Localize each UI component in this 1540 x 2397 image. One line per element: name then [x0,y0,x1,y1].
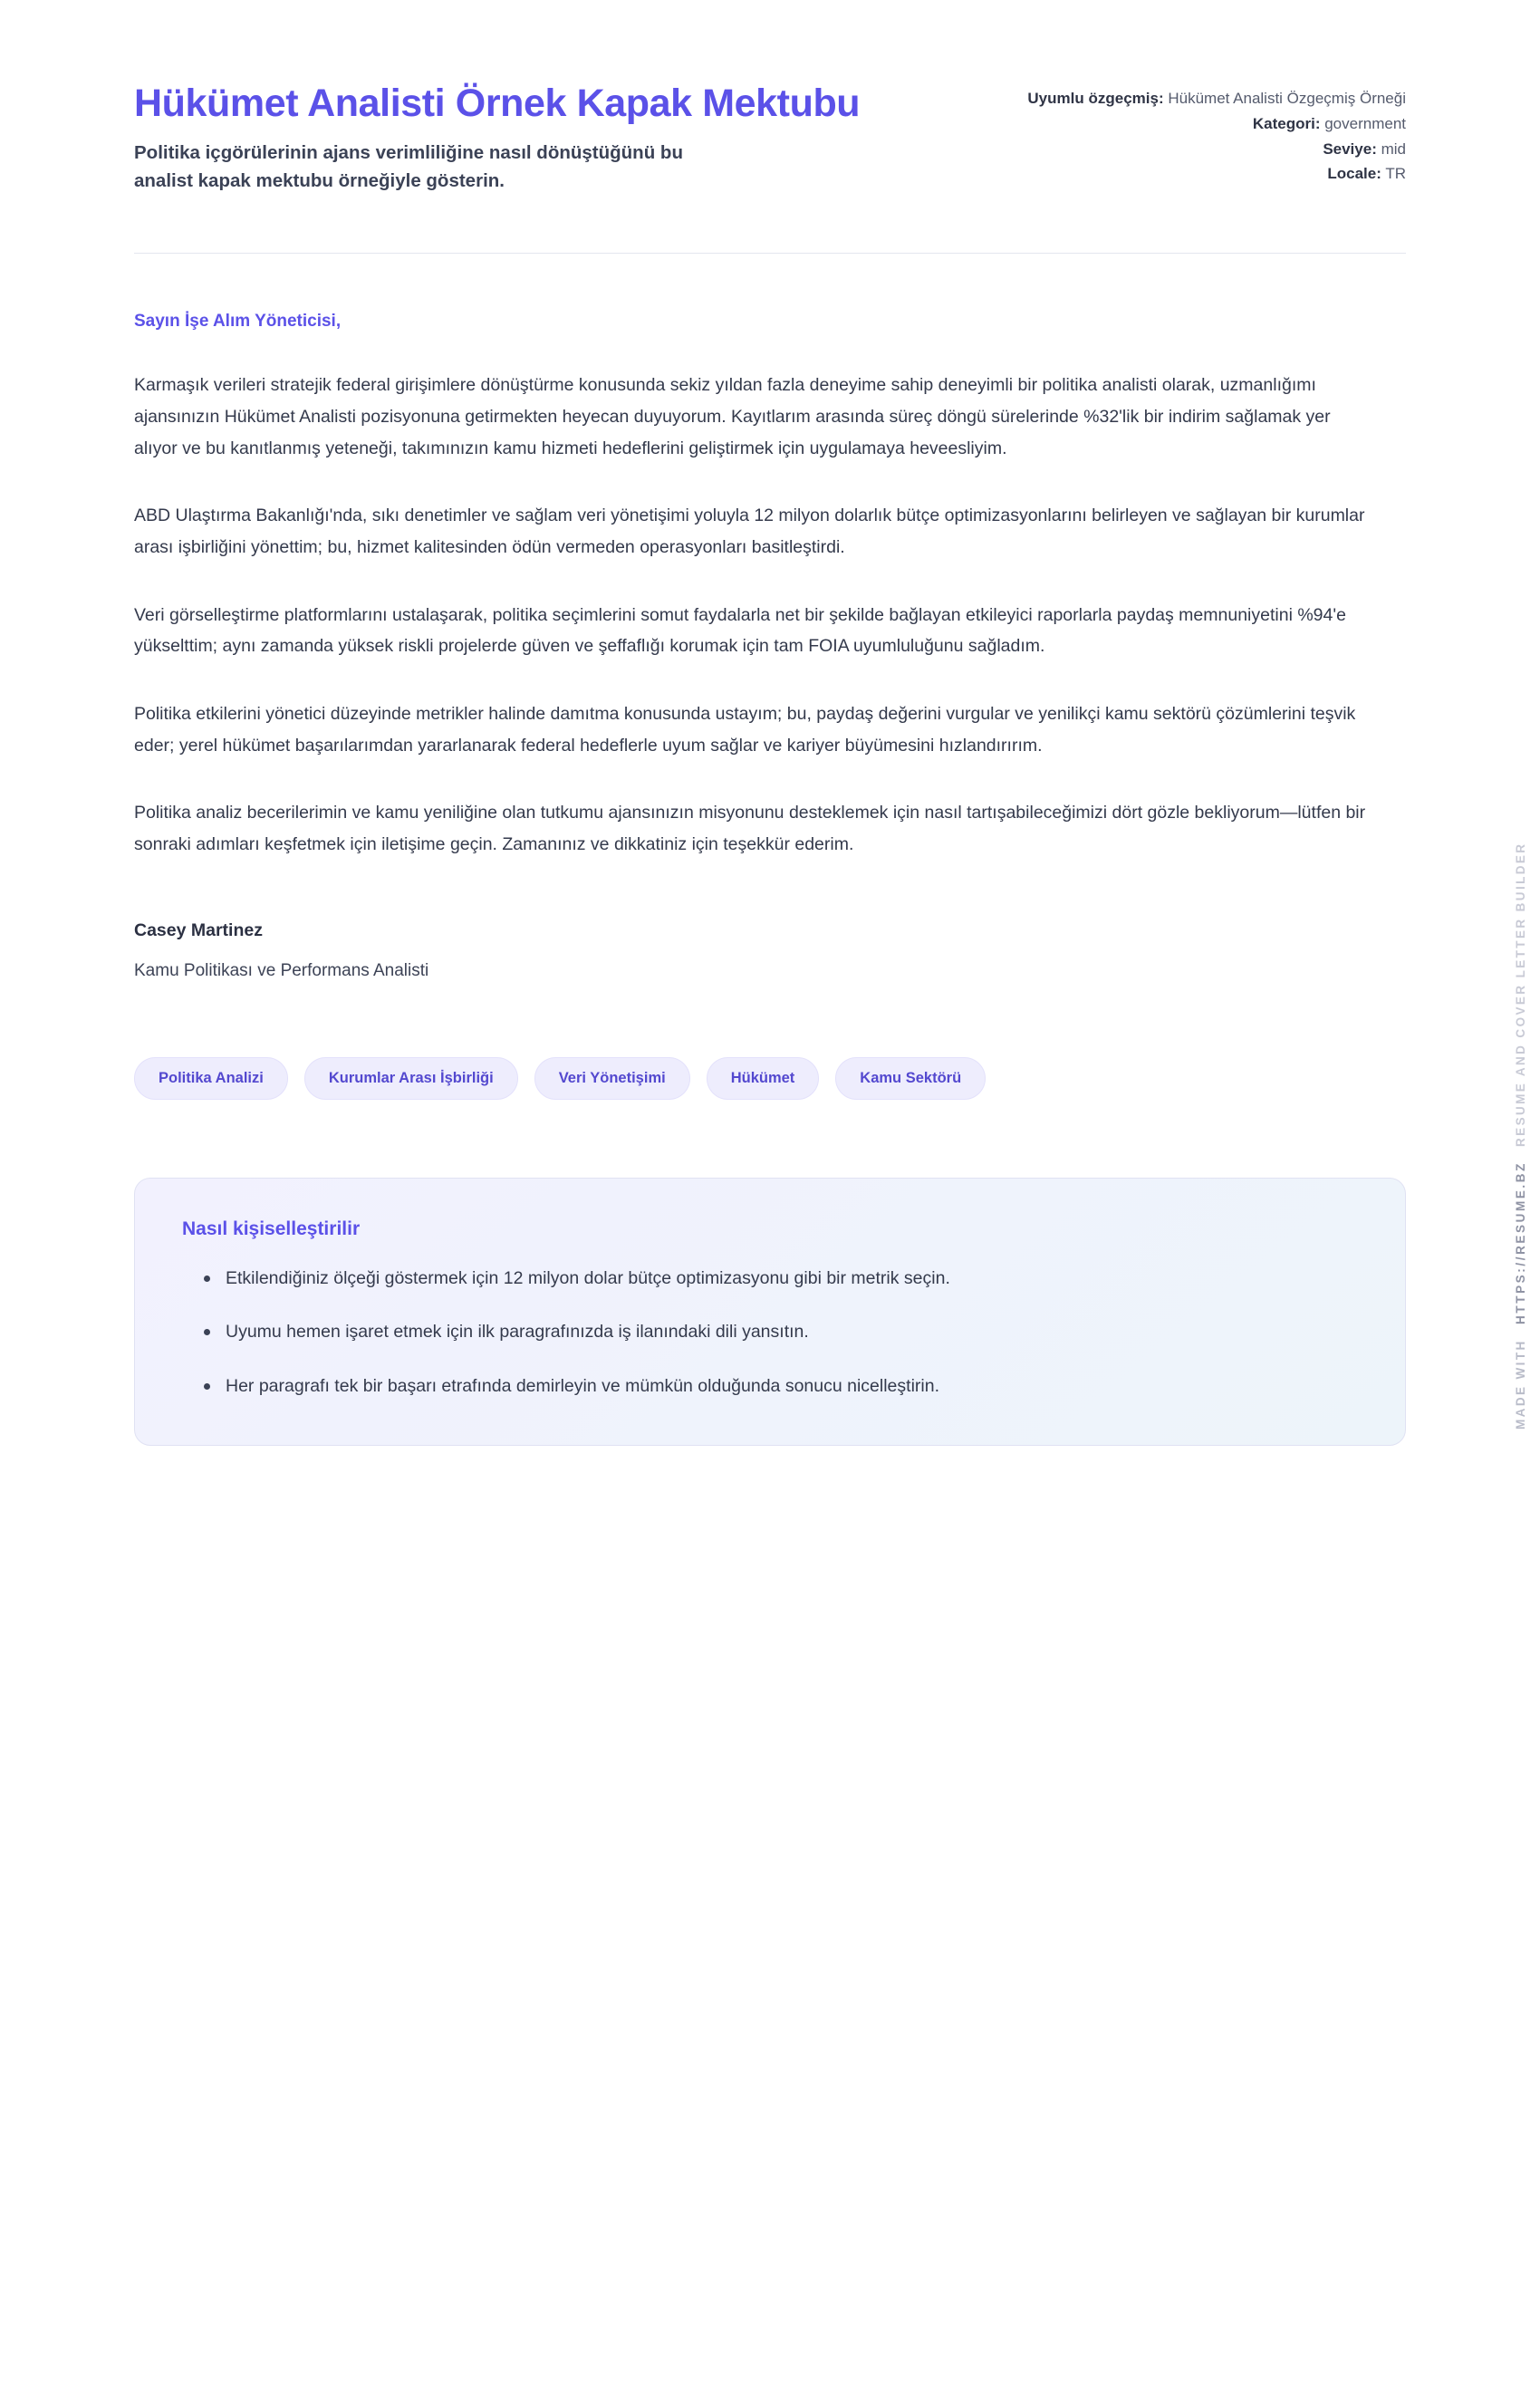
tips-list [182,1264,1358,1402]
list-item: Her paragrafı tek bir başarı etrafında demirleyin ve mümkün olduğunda sonucu nicelleştirin. [209,1372,1323,1402]
cover-letter-body [127,254,1386,981]
letter-paragraph: Politika analiz becerilerimin ve kamu yeniliğine olan tutkumu ajansınızın misyonunu desteklemek için nasıl tartışabileceğimizi dört gözle bekliyorum—lütfen bir sonraki adımları keşfetmek için iletişime geçin. Zamanınız ve dikkatiniz için teşekkür ederim. [134,803,1366,855]
meta-label: Kategori: [1252,114,1321,132]
meta-value: government [1324,114,1406,132]
tips-title: Nasıl kişiselleştirilir [182,1218,361,1239]
list-item: Etkilendiğiniz ölçeği göstermek için 12 milyon dolar bütçe optimizasyonu gibi bir metrik seçin. [209,1264,1323,1295]
page-title: Hükümet Analisti Örnek Kapak Mektubu [134,82,861,125]
header-title-block [134,80,860,195]
meta-row-level [1027,138,1406,161]
tag-chip[interactable]: Politika Analizi [134,1057,288,1100]
tag-chip[interactable]: Veri Yönetişimi [534,1057,690,1100]
watermark-tagline: RESUME AND COVER LETTER BUILDER [1514,842,1527,1148]
document-meta [1027,80,1406,188]
letter-paragraph: ABD Ulaştırma Bakanlığı'nda, sıkı denetimler ve sağlam veri yönetişimi yoluyla 12 milyon dolarlık bütçe optimizasyonlarını belirleyen ve sağlayan bir kurumlar arası işbirliğini yönettim; bu, hizmet kalitesinden ödün vermeden operasyonları basitleştirdi. [134,505,1365,557]
meta-value: mid [1381,140,1406,158]
meta-label: Uyumlu özgeçmiş: [1027,90,1164,107]
signature-name: Casey Martinez [134,919,263,940]
meta-label: Seviye: [1323,140,1377,158]
content-container [127,80,1413,1446]
tag-list [127,981,1413,1100]
personalization-tips-card [134,1178,1406,1447]
meta-row-companion-resume [1027,87,1406,111]
letter-paragraph: Politika etkilerini yönetici düzeyinde metrikler halinde damıtma konusunda ustayım; bu, paydaş değerini vurgular ve yenilikçi kamu sektörü çözümlerini teşvik eder; yerel hükümet başarılarımdan yararlanarak federal hedeflerle uyum sağlar ve kariyer büyümesini hızlandırırım. [134,704,1356,756]
meta-row-category [1027,112,1406,136]
watermark-url: HTTPS://RESUME.BZ [1514,1161,1527,1325]
list-item: Uyumu hemen işaret etmek için ilk paragrafınızda iş ilanındaki dili yansıtın. [209,1317,1323,1348]
tag-chip[interactable]: Kamu Sektörü [835,1057,986,1100]
meta-value: Hükümet Analisti Özgeçmiş Örneği [1168,90,1406,107]
tag-chip[interactable]: Hükümet [707,1057,820,1100]
side-watermark [1514,842,1527,1430]
meta-label: Locale: [1327,165,1381,183]
letter-paragraph: Karmaşık verileri stratejik federal girişimlere dönüştürme konusunda sekiz yıldan fazla deneyime sahip deneyimli bir politika analisti olarak, uzmanlığımı ajansınızın Hükümet Analisti pozisyonuna getirmekten heyecan duyuyorum. Kayıtlarım arasında süreç döngü sürelerinde %32'lik bir indirim sağlamak yer alıyor ve bu kanıtlanmış yeteneği, takımınızın kamu hizmeti hedeflerini geliştirmek için uygulamaya heveesliyim. [134,375,1331,458]
meta-value: TR [1385,165,1406,183]
document-header [127,80,1413,195]
signature-block [134,920,1379,981]
meta-row-locale [1027,162,1406,186]
page-subtitle: Politika içgörülerinin ajans verimliliğine nasıl dönüştüğünü bu analist kapak mektubu örneğiyle gösterin. [134,142,683,191]
letter-salutation: Sayın İşe Alım Yöneticisi, [134,312,342,332]
letter-paragraph: Veri görselleştirme platformlarını ustalaşarak, politika seçimlerini somut faydalarla net bir şekilde bağlayan etkileyici raporlarla paydaş memnuniyetini %94'e yükselttim; aynı zamanda yüksek riskli projelerde güven ve şeffaflığı korumak için tam FOIA uyumluluğunu sağladım. [134,604,1346,657]
watermark-made-with: MADE WITH [1514,1339,1527,1430]
signature-role: Kamu Politikası ve Performans Analisti [134,960,429,980]
tag-chip[interactable]: Kurumlar Arası İşbirliği [304,1057,518,1100]
